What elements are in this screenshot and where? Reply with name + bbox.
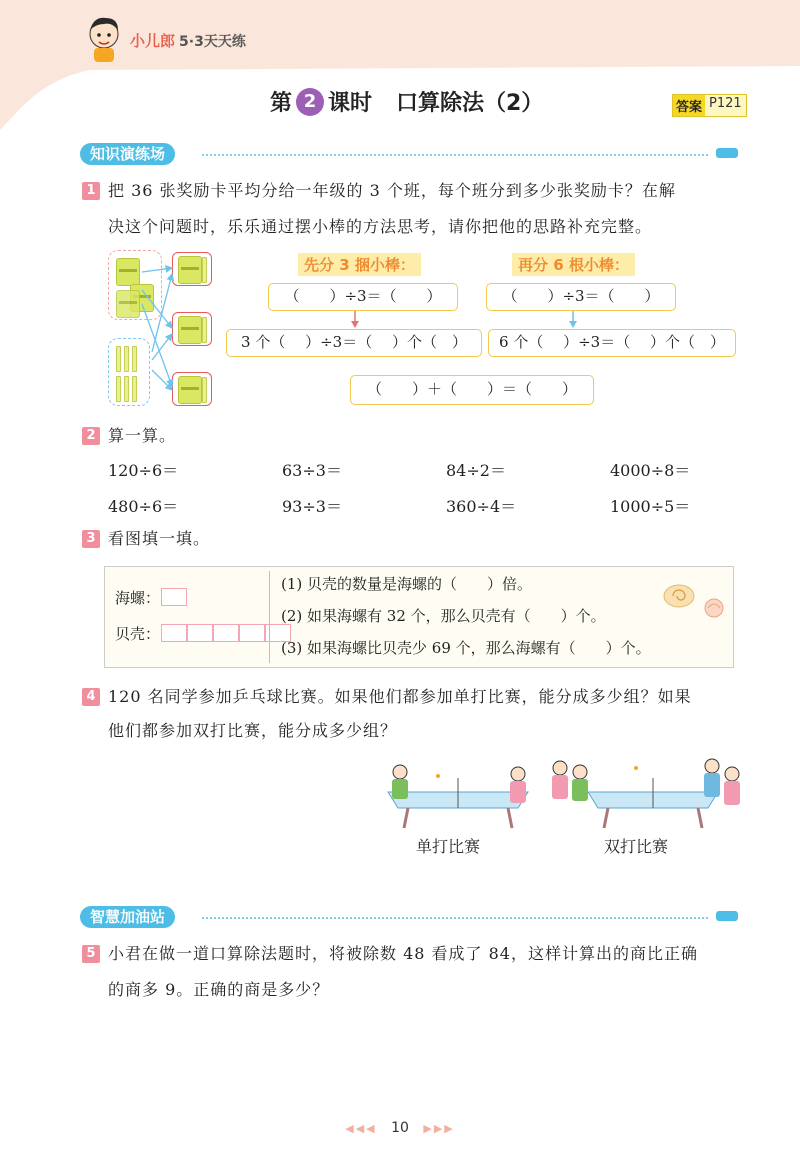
calc-item: 4000÷8＝: [610, 461, 691, 480]
stick-icon: [202, 257, 207, 283]
brand-name: 小儿郎: [130, 32, 176, 50]
shell-unit-box: [161, 624, 187, 642]
question-number: 1: [82, 182, 100, 200]
shell-unit-box: [187, 624, 213, 642]
divider: [269, 571, 270, 663]
snail-unit-box: [161, 588, 187, 606]
doubles-label: 双打比赛: [604, 837, 669, 856]
section-banner-bonus: [80, 906, 740, 930]
shell-label: 贝壳：: [115, 625, 161, 643]
section-title: 知识演练场: [80, 143, 175, 165]
calc-item: 360÷4＝: [446, 497, 517, 516]
divider: [202, 154, 708, 156]
q3-panel: [104, 566, 734, 668]
section-banner-practice: [80, 143, 740, 167]
series-name: 5·3天天练: [179, 34, 246, 50]
q3-subquestion-2: (2) 如果海螺有 32 个，那么贝壳有（ ）个。: [281, 607, 606, 625]
question-text: 把 36 张奖励卡平均分给一年级的 3 个班，每个班分到多少张奖励卡？在解: [108, 181, 676, 200]
stick-icon: [124, 376, 129, 402]
step-label-sticks: 再分 6 根小棒：: [512, 253, 635, 276]
answer-box-right-mid: 6 个（ ）÷3＝（ ）个（ ）: [488, 329, 736, 357]
question-number: 2: [82, 427, 100, 445]
answer-box-left-mid: 3 个（ ）÷3＝（ ）个（ ）: [226, 329, 482, 357]
answer-box-sum: （ ）＋（ ）＝（ ）: [350, 375, 594, 405]
bundle-icon: [178, 376, 202, 404]
shell-unit-box: [213, 624, 239, 642]
page-footer: [0, 1120, 800, 1136]
bundle-icon: [178, 316, 202, 344]
answer-reference: [672, 94, 747, 117]
lesson-suffix: 课时: [328, 91, 373, 116]
question-number: 3: [82, 530, 100, 548]
pencil-icon: [716, 148, 738, 158]
stick-icon: [132, 376, 137, 402]
question-text: 决这个问题时，乐乐通过摆小棒的方法思考，请你把他的思路补充完整。: [108, 217, 653, 236]
right-arrows-icon: ▶▶▶: [423, 1122, 455, 1135]
shell-unit-box: [239, 624, 265, 642]
stick-icon: [124, 346, 129, 372]
q3-subquestion-3: (3) 如果海螺比贝壳少 69 个，那么海螺有（ ）个。: [281, 639, 651, 657]
question-text: 的商多 9。正确的商是多少？: [108, 980, 330, 999]
answer-page: P121: [705, 95, 746, 116]
lesson-number-badge: 2: [296, 88, 324, 116]
answer-box-left-top: （ ）÷3＝（ ）: [268, 283, 458, 311]
lesson-title: 口算除法（2）: [396, 91, 544, 116]
calc-item: 1000÷5＝: [610, 497, 691, 516]
bundle-icon: [116, 290, 140, 318]
distribution-arrows: [140, 260, 180, 400]
question-text: 他们都参加双打比赛，能分成多少组？: [108, 721, 398, 740]
seashell-icon: [703, 597, 725, 619]
q3-subquestion-1: (1) 贝壳的数量是海螺的（ ）倍。: [281, 575, 533, 593]
question-text: 小君在做一道口算除法题时，将被除数 48 看成了 84，这样计算出的商比正确: [108, 944, 698, 963]
singles-label: 单打比赛: [416, 837, 481, 856]
divider: [202, 917, 708, 919]
calc-item: 93÷3＝: [282, 497, 342, 516]
pencil-icon: [716, 911, 738, 921]
calc-item: 63÷3＝: [282, 461, 342, 480]
stick-icon: [132, 346, 137, 372]
calc-item: 84÷2＝: [446, 461, 506, 480]
stick-icon: [116, 376, 121, 402]
question-text: 算一算。: [108, 426, 177, 445]
snail-label: 海螺：: [115, 589, 161, 607]
answer-box-right-top: （ ）÷3＝（ ）: [486, 283, 676, 311]
stick-icon: [116, 346, 121, 372]
stick-icon: [202, 377, 207, 403]
answer-label: 答案: [673, 95, 705, 116]
section-title: 智慧加油站: [80, 906, 175, 928]
page-number: 10: [391, 1120, 409, 1136]
brand: [130, 30, 246, 51]
lesson-prefix: 第: [270, 91, 293, 116]
mascot-icon: [84, 14, 124, 64]
bundle-icon: [116, 258, 140, 286]
left-arrows-icon: ◀◀◀: [345, 1122, 377, 1135]
calc-item: 120÷6＝: [108, 461, 179, 480]
step-label-bundles: 先分 3 捆小棒：: [298, 253, 421, 276]
arrow-down-icon: [568, 311, 578, 329]
bundle-icon: [178, 256, 202, 284]
snail-shell-icon: [661, 581, 697, 609]
doubles-table-illustration: [548, 752, 744, 832]
question-number: 5: [82, 945, 100, 963]
stick-icon: [202, 317, 207, 343]
singles-table-illustration: [378, 752, 538, 832]
question-text: 120 名同学参加乒乓球比赛。如果他们都参加单打比赛，能分成多少组？如果: [108, 687, 692, 706]
arrow-down-icon: [350, 311, 360, 329]
question-text: 看图填一填。: [108, 529, 211, 548]
calc-item: 480÷6＝: [108, 497, 179, 516]
question-number: 4: [82, 688, 100, 706]
page-title: [270, 86, 543, 117]
